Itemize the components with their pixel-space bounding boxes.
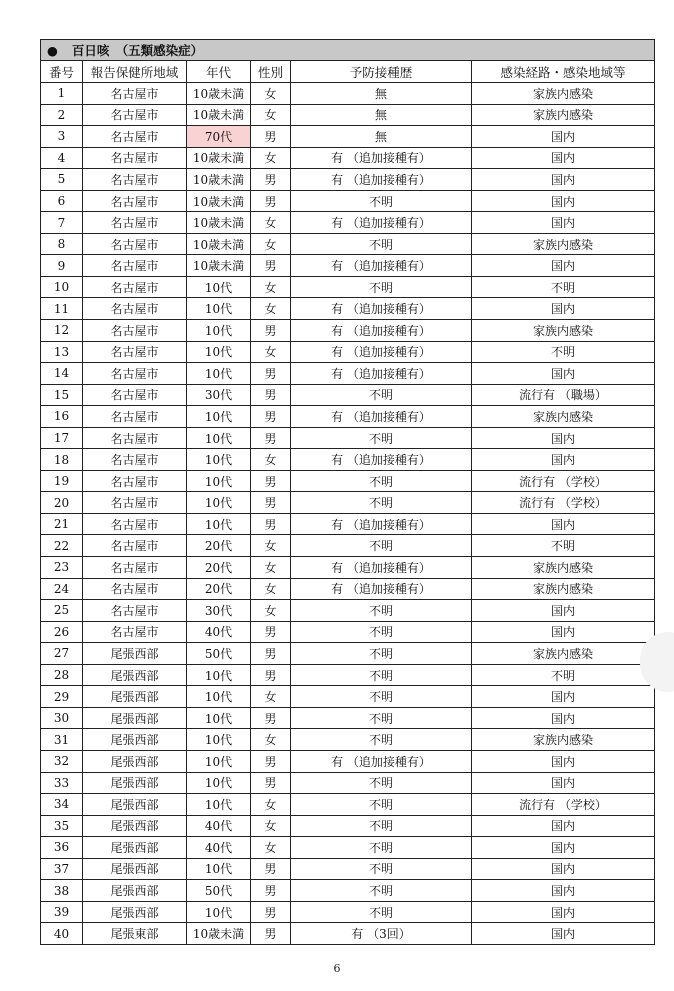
cell-sex: 男 [251, 643, 291, 665]
table-row [41, 923, 655, 945]
cell-region: 尾張西部 [83, 686, 187, 708]
cell-route: 国内 [472, 298, 655, 320]
cell-age: 40代 [187, 815, 251, 837]
cell-region: 尾張西部 [83, 794, 187, 816]
table-row [41, 298, 655, 320]
cell-sex: 男 [251, 901, 291, 923]
page-number: 6 [333, 962, 341, 975]
cell-vaccination: 有 （追加接種有） [291, 212, 472, 234]
cell-region: 名古屋市 [83, 406, 187, 428]
cell-number: 29 [41, 686, 83, 708]
cell-age: 40代 [187, 621, 251, 643]
cell-sex: 女 [251, 815, 291, 837]
cell-age: 10代 [187, 707, 251, 729]
cell-number: 34 [41, 794, 83, 816]
cell-route: 国内 [472, 772, 655, 794]
cell-number: 38 [41, 880, 83, 902]
cell-route: 国内 [472, 427, 655, 449]
cell-number: 6 [41, 190, 83, 212]
cell-vaccination: 不明 [291, 492, 472, 514]
cell-sex: 男 [251, 750, 291, 772]
cell-vaccination: 不明 [291, 621, 472, 643]
cell-vaccination: 有 （追加接種有） [291, 406, 472, 428]
cell-sex: 女 [251, 837, 291, 859]
cell-region: 名古屋市 [83, 212, 187, 234]
table-row [41, 126, 655, 148]
cell-age: 20代 [187, 578, 251, 600]
cell-region: 名古屋市 [83, 363, 187, 385]
cell-number: 17 [41, 427, 83, 449]
cell-route: 家族内感染 [472, 729, 655, 751]
case-rows [41, 83, 655, 945]
table-row [41, 212, 655, 234]
table-row [41, 363, 655, 385]
table-row [41, 427, 655, 449]
cell-route: 家族内感染 [472, 233, 655, 255]
cell-route: 国内 [472, 880, 655, 902]
table-row [41, 772, 655, 794]
cell-age: 10代 [187, 794, 251, 816]
header-vaccination: 予防接種歴 [291, 61, 472, 83]
cell-number: 22 [41, 535, 83, 557]
cell-number: 9 [41, 255, 83, 277]
cell-vaccination: 有 （追加接種有） [291, 557, 472, 579]
table-row [41, 406, 655, 428]
cell-age: 10代 [187, 492, 251, 514]
cell-age: 10代 [187, 341, 251, 363]
cell-sex: 女 [251, 298, 291, 320]
cell-vaccination: 不明 [291, 794, 472, 816]
cell-route: 国内 [472, 600, 655, 622]
cell-number: 2 [41, 104, 83, 126]
cell-region: 名古屋市 [83, 427, 187, 449]
cell-route: 家族内感染 [472, 557, 655, 579]
cell-vaccination: 不明 [291, 664, 472, 686]
cell-route: 国内 [472, 190, 655, 212]
table-row [41, 341, 655, 363]
cell-number: 16 [41, 406, 83, 428]
table-row [41, 621, 655, 643]
cell-route: 流行有 （職場） [472, 384, 655, 406]
cell-number: 21 [41, 513, 83, 535]
table-row [41, 233, 655, 255]
cell-vaccination: 不明 [291, 470, 472, 492]
cell-region: 名古屋市 [83, 557, 187, 579]
cell-number: 10 [41, 276, 83, 298]
table-row [41, 147, 655, 169]
cell-region: 尾張西部 [83, 772, 187, 794]
cell-route: 流行有 （学校） [472, 794, 655, 816]
cell-route: 国内 [472, 147, 655, 169]
cell-number: 32 [41, 750, 83, 772]
cell-region: 名古屋市 [83, 255, 187, 277]
cell-number: 25 [41, 600, 83, 622]
cell-vaccination: 不明 [291, 190, 472, 212]
cell-vaccination: 不明 [291, 707, 472, 729]
cell-number: 12 [41, 320, 83, 342]
cell-sex: 男 [251, 190, 291, 212]
cell-number: 36 [41, 837, 83, 859]
cell-route: 不明 [472, 276, 655, 298]
cell-sex: 男 [251, 513, 291, 535]
cell-sex: 男 [251, 427, 291, 449]
table-row [41, 750, 655, 772]
cell-region: 尾張東部 [83, 923, 187, 945]
cell-age: 10代 [187, 406, 251, 428]
cell-vaccination: 無 [291, 83, 472, 105]
cell-route: 流行有 （学校） [472, 470, 655, 492]
section-title: 百日咳 （五類感染症） [71, 43, 204, 58]
cell-sex: 女 [251, 557, 291, 579]
table-row [41, 643, 655, 665]
cell-number: 39 [41, 901, 83, 923]
table-row [41, 794, 655, 816]
cell-vaccination: 無 [291, 126, 472, 148]
cell-route: 家族内感染 [472, 643, 655, 665]
column-header-row [41, 61, 655, 83]
cell-route: 国内 [472, 212, 655, 234]
cell-vaccination: 不明 [291, 729, 472, 751]
table-row [41, 276, 655, 298]
cell-number: 7 [41, 212, 83, 234]
cell-age: 30代 [187, 384, 251, 406]
cell-number: 40 [41, 923, 83, 945]
cell-sex: 男 [251, 923, 291, 945]
table-row [41, 729, 655, 751]
cell-number: 33 [41, 772, 83, 794]
cell-number: 26 [41, 621, 83, 643]
header-age: 年代 [187, 61, 251, 83]
cell-route: 流行有 （学校） [472, 492, 655, 514]
cell-region: 名古屋市 [83, 126, 187, 148]
cell-region: 尾張西部 [83, 837, 187, 859]
cell-route: 国内 [472, 901, 655, 923]
cell-route: 国内 [472, 686, 655, 708]
cell-number: 31 [41, 729, 83, 751]
cell-number: 27 [41, 643, 83, 665]
cell-number: 15 [41, 384, 83, 406]
cell-route: 家族内感染 [472, 578, 655, 600]
table-row [41, 578, 655, 600]
cell-number: 23 [41, 557, 83, 579]
cell-route: 国内 [472, 858, 655, 880]
cell-vaccination: 不明 [291, 233, 472, 255]
cell-sex: 男 [251, 621, 291, 643]
cell-route: 国内 [472, 923, 655, 945]
cell-age: 10歳未満 [187, 83, 251, 105]
cell-sex: 女 [251, 729, 291, 751]
cell-number: 24 [41, 578, 83, 600]
cell-number: 30 [41, 707, 83, 729]
cell-region: 尾張西部 [83, 880, 187, 902]
cell-age: 10代 [187, 320, 251, 342]
table-row [41, 901, 655, 923]
cell-region: 尾張西部 [83, 729, 187, 751]
table-row [41, 815, 655, 837]
cell-age: 10代 [187, 276, 251, 298]
cell-route: 国内 [472, 255, 655, 277]
table-row [41, 83, 655, 105]
section-title-row [41, 40, 655, 61]
cell-number: 14 [41, 363, 83, 385]
cell-number: 1 [41, 83, 83, 105]
table-row [41, 557, 655, 579]
cell-age: 10代 [187, 729, 251, 751]
cell-vaccination: 有 （追加接種有） [291, 578, 472, 600]
cell-region: 尾張西部 [83, 750, 187, 772]
cell-age: 20代 [187, 557, 251, 579]
cell-age: 10歳未満 [187, 104, 251, 126]
cell-region: 名古屋市 [83, 535, 187, 557]
cell-region: 名古屋市 [83, 169, 187, 191]
header-region: 報告保健所地域 [83, 61, 187, 83]
cell-vaccination: 有 （追加接種有） [291, 255, 472, 277]
cell-number: 19 [41, 470, 83, 492]
cell-sex: 女 [251, 449, 291, 471]
cell-vaccination: 有 （追加接種有） [291, 147, 472, 169]
table-row [41, 470, 655, 492]
cell-region: 名古屋市 [83, 470, 187, 492]
table-row [41, 255, 655, 277]
cell-region: 名古屋市 [83, 384, 187, 406]
cell-sex: 女 [251, 341, 291, 363]
cell-number: 18 [41, 449, 83, 471]
table-row [41, 686, 655, 708]
table-row [41, 664, 655, 686]
cell-sex: 男 [251, 320, 291, 342]
cell-vaccination: 不明 [291, 535, 472, 557]
cell-age: 50代 [187, 880, 251, 902]
cell-route: 国内 [472, 837, 655, 859]
cell-age: 10代 [187, 858, 251, 880]
cell-age: 10代 [187, 427, 251, 449]
cell-age: 10代 [187, 664, 251, 686]
cell-region: 名古屋市 [83, 298, 187, 320]
cell-vaccination: 不明 [291, 643, 472, 665]
header-number: 番号 [41, 61, 83, 83]
cell-age: 10歳未満 [187, 233, 251, 255]
section-title-cell [41, 40, 655, 61]
table-row [41, 320, 655, 342]
cell-vaccination: 有 （追加接種有） [291, 513, 472, 535]
cell-sex: 男 [251, 707, 291, 729]
pertussis-case-table [40, 39, 655, 945]
table-row [41, 858, 655, 880]
table-row [41, 104, 655, 126]
cell-age: 10歳未満 [187, 212, 251, 234]
cell-vaccination: 無 [291, 104, 472, 126]
cell-sex: 男 [251, 470, 291, 492]
cell-route: 国内 [472, 707, 655, 729]
cell-route: 家族内感染 [472, 104, 655, 126]
cell-region: 尾張西部 [83, 815, 187, 837]
cell-number: 13 [41, 341, 83, 363]
cell-region: 名古屋市 [83, 600, 187, 622]
cell-number: 3 [41, 126, 83, 148]
cell-vaccination: 有 （追加接種有） [291, 750, 472, 772]
table-row [41, 880, 655, 902]
table-row [41, 169, 655, 191]
cell-region: 名古屋市 [83, 83, 187, 105]
cell-region: 名古屋市 [83, 190, 187, 212]
cell-age: 10代 [187, 363, 251, 385]
cell-vaccination: 不明 [291, 772, 472, 794]
cell-region: 名古屋市 [83, 276, 187, 298]
cell-age: 10代 [187, 901, 251, 923]
cell-vaccination: 不明 [291, 901, 472, 923]
table-row [41, 449, 655, 471]
cell-age: 10歳未満 [187, 169, 251, 191]
table-row [41, 190, 655, 212]
cell-age: 50代 [187, 643, 251, 665]
cell-region: 尾張西部 [83, 664, 187, 686]
cell-vaccination: 不明 [291, 600, 472, 622]
cell-sex: 女 [251, 794, 291, 816]
cell-number: 35 [41, 815, 83, 837]
bullet-icon: ● [47, 43, 58, 58]
cell-sex: 男 [251, 169, 291, 191]
cell-region: 尾張西部 [83, 707, 187, 729]
table-row [41, 600, 655, 622]
cell-region: 尾張西部 [83, 858, 187, 880]
cell-age: 10歳未満 [187, 147, 251, 169]
cell-vaccination: 有 （追加接種有） [291, 320, 472, 342]
table-row [41, 513, 655, 535]
cell-number: 28 [41, 664, 83, 686]
cell-vaccination: 有 （追加接種有） [291, 298, 472, 320]
cell-age: 10代 [187, 750, 251, 772]
cell-age: 30代 [187, 600, 251, 622]
cell-region: 名古屋市 [83, 147, 187, 169]
cell-sex: 女 [251, 600, 291, 622]
cell-age: 10歳未満 [187, 190, 251, 212]
cell-age: 10代 [187, 449, 251, 471]
cell-region: 名古屋市 [83, 621, 187, 643]
table-row [41, 707, 655, 729]
table-row [41, 535, 655, 557]
cell-route: 国内 [472, 750, 655, 772]
cell-region: 名古屋市 [83, 233, 187, 255]
cell-sex: 女 [251, 233, 291, 255]
cell-age: 10歳未満 [187, 255, 251, 277]
cell-sex: 女 [251, 212, 291, 234]
cell-number: 37 [41, 858, 83, 880]
cell-vaccination: 不明 [291, 837, 472, 859]
cell-age: 40代 [187, 837, 251, 859]
cell-route: 家族内感染 [472, 320, 655, 342]
table-row [41, 837, 655, 859]
cell-vaccination: 有 （3回） [291, 923, 472, 945]
cell-vaccination: 有 （追加接種有） [291, 449, 472, 471]
cell-sex: 女 [251, 83, 291, 105]
cell-sex: 女 [251, 104, 291, 126]
cell-route: 国内 [472, 449, 655, 471]
cell-vaccination: 不明 [291, 686, 472, 708]
cell-vaccination: 有 （追加接種有） [291, 363, 472, 385]
cell-route: 家族内感染 [472, 83, 655, 105]
cell-sex: 女 [251, 276, 291, 298]
cell-age: 10代 [187, 772, 251, 794]
cell-age: 10代 [187, 513, 251, 535]
cell-sex: 男 [251, 406, 291, 428]
cell-sex: 男 [251, 492, 291, 514]
header-sex: 性別 [251, 61, 291, 83]
cell-sex: 男 [251, 363, 291, 385]
cell-route: 国内 [472, 815, 655, 837]
cell-sex: 男 [251, 126, 291, 148]
cell-region: 名古屋市 [83, 320, 187, 342]
cell-age: 10歳未満 [187, 923, 251, 945]
cell-region: 名古屋市 [83, 449, 187, 471]
cell-sex: 男 [251, 255, 291, 277]
cell-sex: 男 [251, 664, 291, 686]
cell-age: 70代 [187, 126, 251, 148]
cell-sex: 女 [251, 578, 291, 600]
header-route: 感染経路・感染地域等 [472, 61, 655, 83]
cell-age: 20代 [187, 535, 251, 557]
cell-region: 尾張西部 [83, 643, 187, 665]
cell-vaccination: 有 （追加接種有） [291, 341, 472, 363]
case-table-container [40, 39, 654, 945]
cell-number: 4 [41, 147, 83, 169]
cell-sex: 男 [251, 772, 291, 794]
cell-age: 10代 [187, 470, 251, 492]
cell-sex: 女 [251, 147, 291, 169]
cell-number: 5 [41, 169, 83, 191]
cell-route: 不明 [472, 341, 655, 363]
cell-number: 11 [41, 298, 83, 320]
cell-vaccination: 不明 [291, 880, 472, 902]
cell-vaccination: 不明 [291, 858, 472, 880]
table-row [41, 384, 655, 406]
cell-number: 20 [41, 492, 83, 514]
cell-route: 国内 [472, 513, 655, 535]
cell-number: 8 [41, 233, 83, 255]
cell-sex: 男 [251, 384, 291, 406]
cell-route: 不明 [472, 664, 655, 686]
cell-region: 名古屋市 [83, 104, 187, 126]
cell-vaccination: 不明 [291, 427, 472, 449]
cell-vaccination: 不明 [291, 276, 472, 298]
cell-sex: 男 [251, 858, 291, 880]
cell-region: 尾張西部 [83, 901, 187, 923]
cell-region: 名古屋市 [83, 341, 187, 363]
cell-age: 10代 [187, 686, 251, 708]
cell-region: 名古屋市 [83, 492, 187, 514]
table-row [41, 492, 655, 514]
cell-vaccination: 有 （追加接種有） [291, 169, 472, 191]
cell-route: 国内 [472, 621, 655, 643]
cell-region: 名古屋市 [83, 513, 187, 535]
cell-route: 国内 [472, 169, 655, 191]
cell-route: 国内 [472, 363, 655, 385]
cell-age: 10代 [187, 298, 251, 320]
cell-route: 不明 [472, 535, 655, 557]
cell-region: 名古屋市 [83, 578, 187, 600]
cell-sex: 女 [251, 535, 291, 557]
cell-sex: 女 [251, 686, 291, 708]
cell-vaccination: 不明 [291, 384, 472, 406]
cell-vaccination: 不明 [291, 815, 472, 837]
cell-route: 家族内感染 [472, 406, 655, 428]
cell-route: 国内 [472, 126, 655, 148]
cell-sex: 男 [251, 880, 291, 902]
